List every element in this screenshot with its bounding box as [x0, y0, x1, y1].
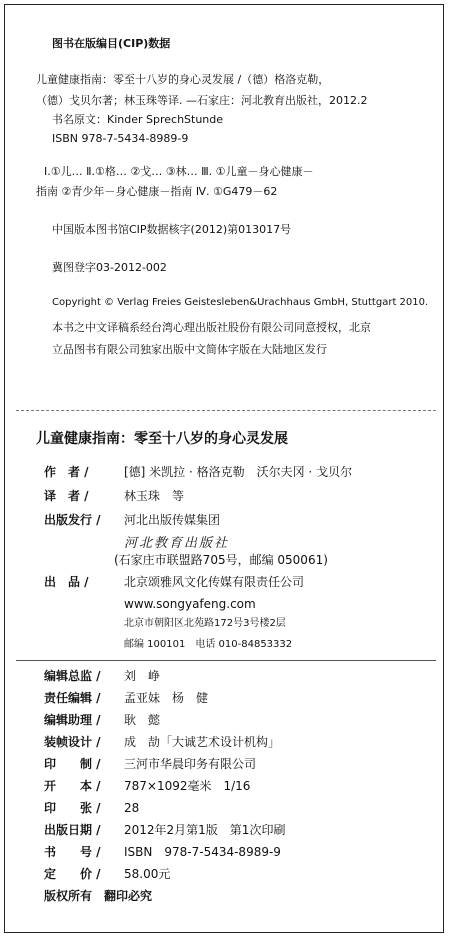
- staff-label: 责任编辑 /: [44, 691, 101, 705]
- staff-value: 成 劼「大诚艺术设计机构」: [124, 735, 281, 749]
- publish-label: 出版发行 /: [44, 513, 101, 527]
- book-title: 儿童健康指南：零至十八岁的身心灵发展: [36, 431, 288, 447]
- section-divider: [16, 660, 436, 661]
- staff-value: 三河市华晨印务有限公司: [124, 757, 257, 771]
- author-label: 作 者 /: [44, 465, 89, 479]
- translator-label: 译 者 /: [44, 489, 89, 503]
- staff-value: 28: [124, 801, 140, 815]
- producer-value: 北京颂雅风文化传媒有限责任公司: [124, 575, 305, 589]
- cip-isbn: ISBN 978-7-5434-8989-9: [52, 132, 189, 145]
- registration-number: 冀图登字03-2012-002: [52, 261, 167, 274]
- producer-address: 北京市朝阳区北苑路172号3号楼2层: [124, 618, 286, 629]
- authorization-note: 立品图书有限公司独家出版中文简体字版在大陆地区发行: [52, 343, 327, 356]
- staff-label: 定 价 /: [44, 867, 101, 881]
- staff-value: 2012年2月第1版 第1次印刷: [124, 823, 286, 837]
- cip-line: 儿童健康指南：零至十八岁的身心灵发展 /（德）格洛克勒，: [36, 73, 330, 86]
- translator-value: 林玉珠 等: [124, 489, 185, 503]
- cip-line: （德）戈贝尔著；林玉珠等译. —石家庄：河北教育出版社，2012.2: [36, 94, 368, 107]
- cip-heading: 图书在版编目(CIP)数据: [52, 37, 171, 50]
- publish-address: (石家庄市联盟路705号，邮编 050061): [114, 553, 328, 567]
- staff-label: 印 张 /: [44, 801, 101, 815]
- staff-value: ISBN 978-7-5434-8989-9: [124, 845, 281, 859]
- staff-value: 孟亚妹 杨 健: [124, 691, 209, 705]
- staff-label: 开 本 /: [44, 779, 101, 793]
- staff-label: 编辑助理 /: [44, 713, 101, 727]
- staff-label: 书 号 /: [44, 845, 101, 859]
- authorization-note: 本书之中文译稿系经台湾心理出版社股份有限公司同意授权，北京: [52, 321, 371, 334]
- cip-classification: Ⅰ.①儿… Ⅱ.①格… ②戈… ③林… Ⅲ. ①儿童－身心健康－: [44, 165, 314, 178]
- staff-label: 装帧设计 /: [44, 735, 101, 749]
- copyright-notice: Copyright © Verlag Freies Geistesleben&Urachhaus GmbH, Stuttgart 2010.: [52, 297, 429, 308]
- producer-label: 出 品 /: [44, 575, 89, 589]
- producer-website: www.songyafeng.com: [124, 597, 256, 611]
- staff-label: 出版日期 /: [44, 823, 101, 837]
- publisher-logo: 河北教育出版社: [124, 536, 230, 551]
- staff-value: 787×1092毫米 1/16: [124, 779, 251, 793]
- staff-label: 编辑总监 /: [44, 669, 101, 683]
- author-value: [德] 米凯拉 · 格洛克勒 沃尔夫冈 · 戈贝尔: [124, 465, 353, 479]
- cip-line: 书名原文：Kinder SprechStunde: [52, 113, 224, 126]
- producer-contact: 邮编 100101 电话 010-84853332: [124, 639, 293, 650]
- publish-value: 河北出版传媒集团: [124, 513, 221, 527]
- cip-classification: 指南 ②青少年－身心健康－指南 Ⅳ. ①G479－62: [36, 185, 278, 198]
- staff-value: 58.00元: [124, 867, 171, 881]
- staff-label: 印 制 /: [44, 757, 101, 771]
- section-divider: [16, 410, 436, 411]
- cip-verification: 中国版本图书馆CIP数据核字(2012)第013017号: [52, 223, 292, 236]
- rights-notice: 版权所有 翻印必究: [44, 889, 153, 903]
- staff-value: 刘 峥: [124, 669, 161, 683]
- staff-value: 耿 懿: [124, 713, 161, 727]
